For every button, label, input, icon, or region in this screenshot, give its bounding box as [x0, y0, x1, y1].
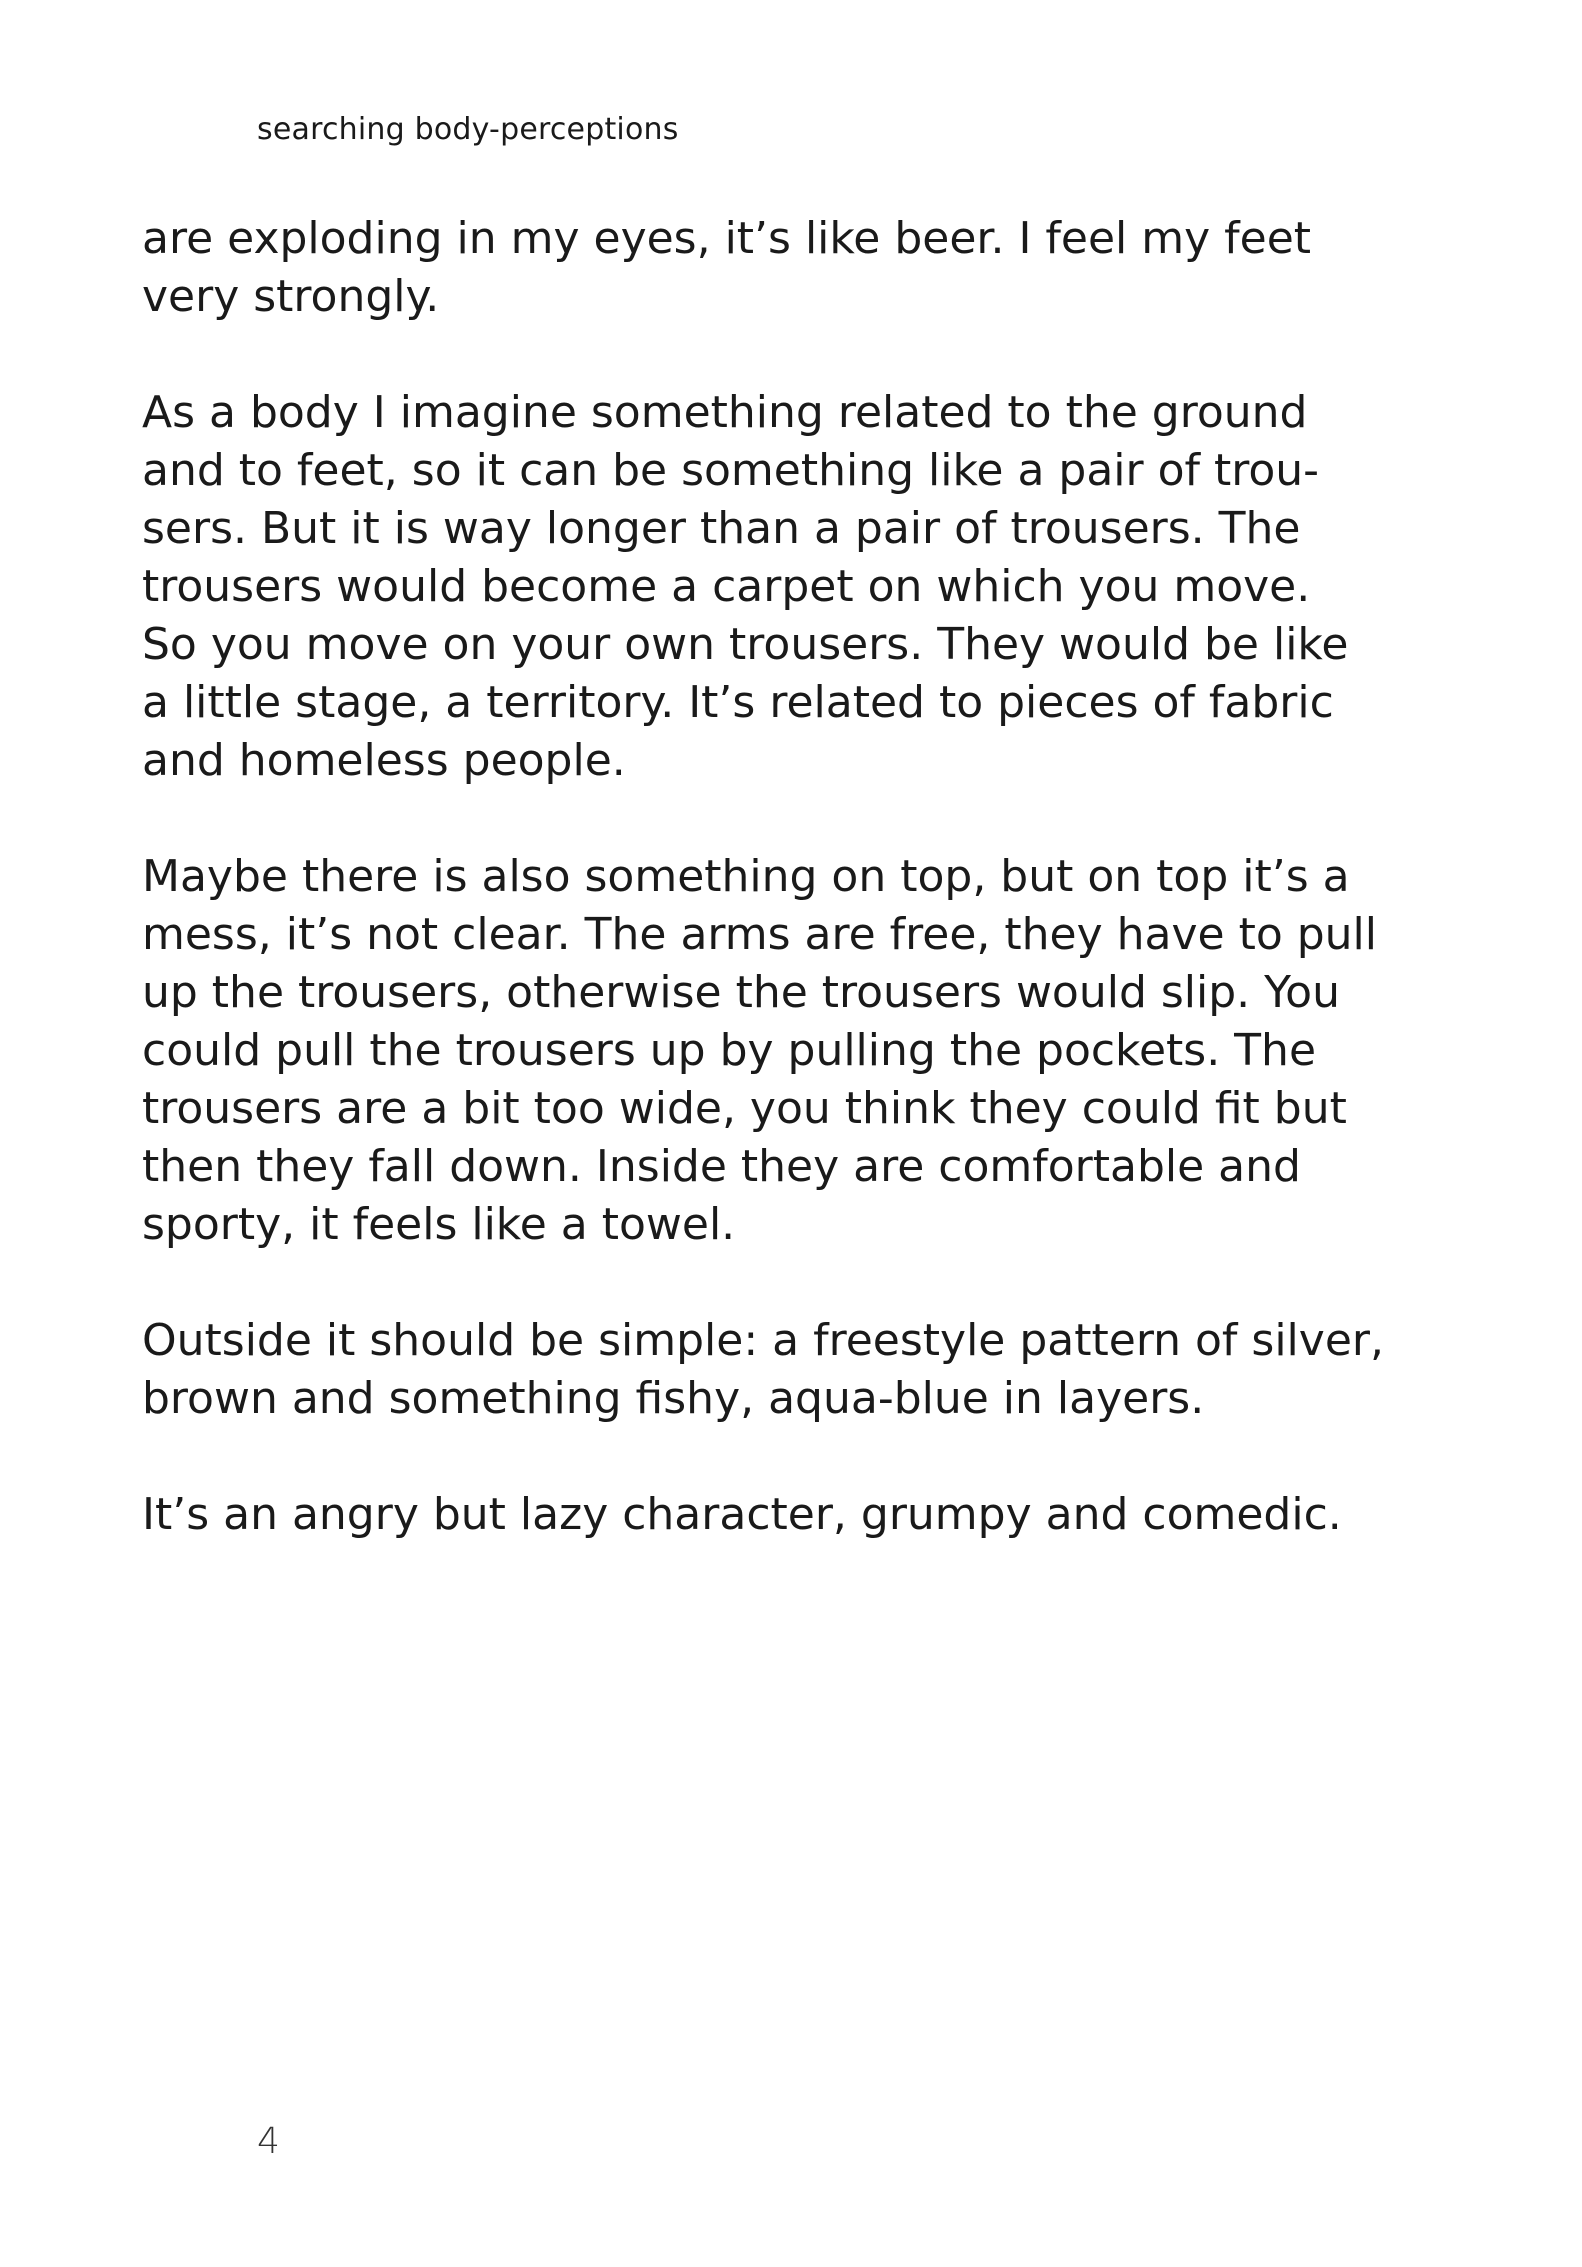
text-line: are exploding in my eyes, it’s like beer. I feel my feet — [142, 213, 1312, 264]
paragraph — [142, 1486, 1372, 1544]
text-line: Outside it should be simple: a freestyle pattern of silver, — [142, 1315, 1384, 1366]
paragraph — [142, 848, 1377, 1254]
text-line: a little stage, a territory. It’s related to pieces of fabric — [142, 677, 1334, 728]
body-text — [142, 210, 1384, 1602]
text-line: very strongly. — [142, 271, 440, 322]
text-line: trousers would become a carpet on which you move. — [142, 561, 1311, 612]
text-line: brown and something fishy, aqua-blue in layers. — [142, 1373, 1205, 1424]
text-line: could pull the trousers up by pulling the pockets. The — [142, 1025, 1317, 1076]
text-line: and to feet, so it can be something like a pair of trou- — [142, 445, 1320, 496]
text-line: mess, it’s not clear. The arms are free, they have to pull — [142, 909, 1377, 960]
text-line: up the trousers, otherwise the trousers would slip. You — [142, 967, 1340, 1018]
text-line: Maybe there is also something on top, but on top it’s a — [142, 851, 1350, 902]
text-line: As a body I imagine something related to the ground — [142, 387, 1308, 438]
text-line: It’s an angry but lazy character, grumpy and comedic. — [142, 1489, 1342, 1540]
text-line: trousers are a bit too wide, you think they could fit but — [142, 1083, 1347, 1134]
text-line: sporty, it feels like a towel. — [142, 1199, 736, 1250]
paragraph — [142, 384, 1372, 790]
text-line: then they fall down. Inside they are comfortable and — [142, 1141, 1301, 1192]
text-line: So you move on your own trousers. They would be like — [142, 619, 1349, 670]
text-line: and homeless people. — [142, 735, 626, 786]
paragraph — [142, 210, 1372, 326]
text-line: sers. But it is way longer than a pair of trousers. The — [142, 503, 1301, 554]
paragraph — [142, 1312, 1384, 1428]
page-number: 4 — [257, 2121, 280, 2162]
running-head: searching body-perceptions — [257, 112, 679, 147]
